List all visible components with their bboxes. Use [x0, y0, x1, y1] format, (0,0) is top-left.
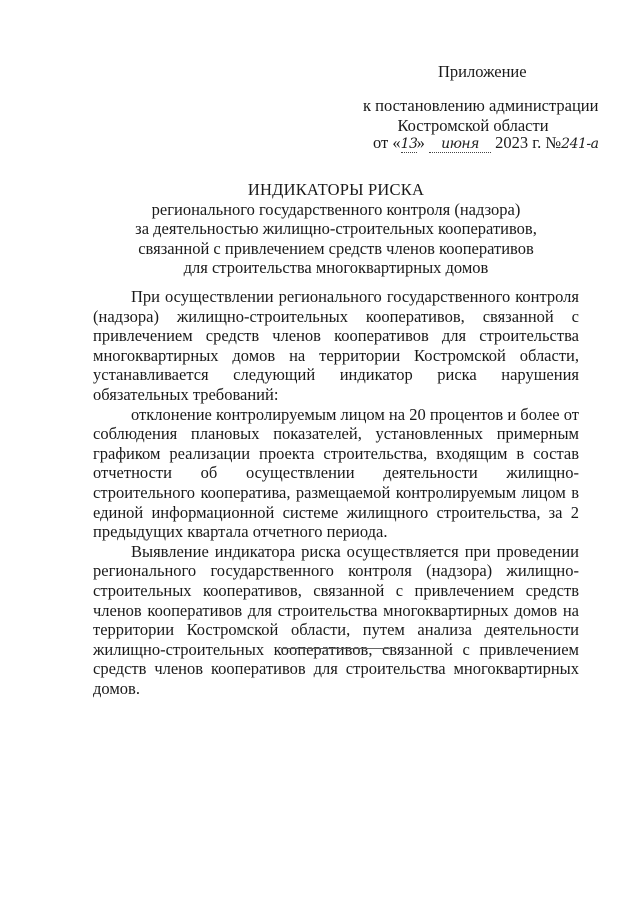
- title-line-1: регионального государственного контроля (надзора): [151, 199, 521, 219]
- appendix-label: Приложение: [438, 62, 527, 81]
- body-paragraph-3: Выявление индикатора риска осуществляется при проведении регионального государственного контроля (надзора) жилищно-строительных кооперативов, связанной с привлечением средств членов кооперативов для строительства многоквартирных домов на территории Костромской области, путем анализа деятельности жилищно-строительных кооперативов, связанной с привлечением средств членов кооперативов для строительства многоквартирных домов.: [93, 541, 579, 698]
- document-title: [93, 180, 579, 278]
- body-paragraph-2: отклонение контролируемым лицом на 20 процентов и более от соблюдения плановых показателей, установленных примерным графиком реализации проекта строительства, входящим в состав отчетности об осуществлении деятельности жилищно-строительного кооператива, размещаемой контролируемым лицом в единой информационной системе жилищного строительства, за 2 предыдущих квартала отчетного периода.: [93, 404, 579, 542]
- title-line-3: связанной с привлечением средств членов кооперативов: [138, 238, 534, 258]
- date-open-quote: «: [392, 133, 401, 152]
- body-paragraph-1: При осуществлении регионального государственного контроля (надзора) жилищно-строительных кооперативов, связанной с привлечением средств членов кооперативов для строительства многоквартирных домов на территории Костромской области, устанавливается следующий индикатор риска нарушения обязательных требований:: [93, 287, 579, 404]
- title-heading: ИНДИКАТОРЫ РИСКА: [247, 180, 425, 199]
- document-body: [93, 287, 579, 698]
- title-line-2: за деятельностью жилищно-строительных кооперативов,: [135, 219, 537, 238]
- date-close-quote: »: [416, 133, 425, 152]
- title-line-4: для строительства многоквартирных домов: [183, 258, 489, 277]
- resolution-line-2: Костромской области: [397, 115, 549, 135]
- resolution-date-number: [373, 133, 598, 154]
- resolution-line-1: к постановлению администрации: [363, 96, 599, 115]
- date-month-handwritten: июня: [429, 136, 491, 153]
- document-number-handwritten: 241-а: [561, 136, 599, 152]
- date-day-handwritten: 13: [400, 136, 418, 152]
- end-separator-line: [281, 648, 390, 649]
- date-year: 2023 г.: [495, 133, 542, 152]
- resolution-reference: [363, 96, 599, 135]
- number-sign: №: [545, 133, 562, 152]
- date-prefix: от: [373, 133, 389, 152]
